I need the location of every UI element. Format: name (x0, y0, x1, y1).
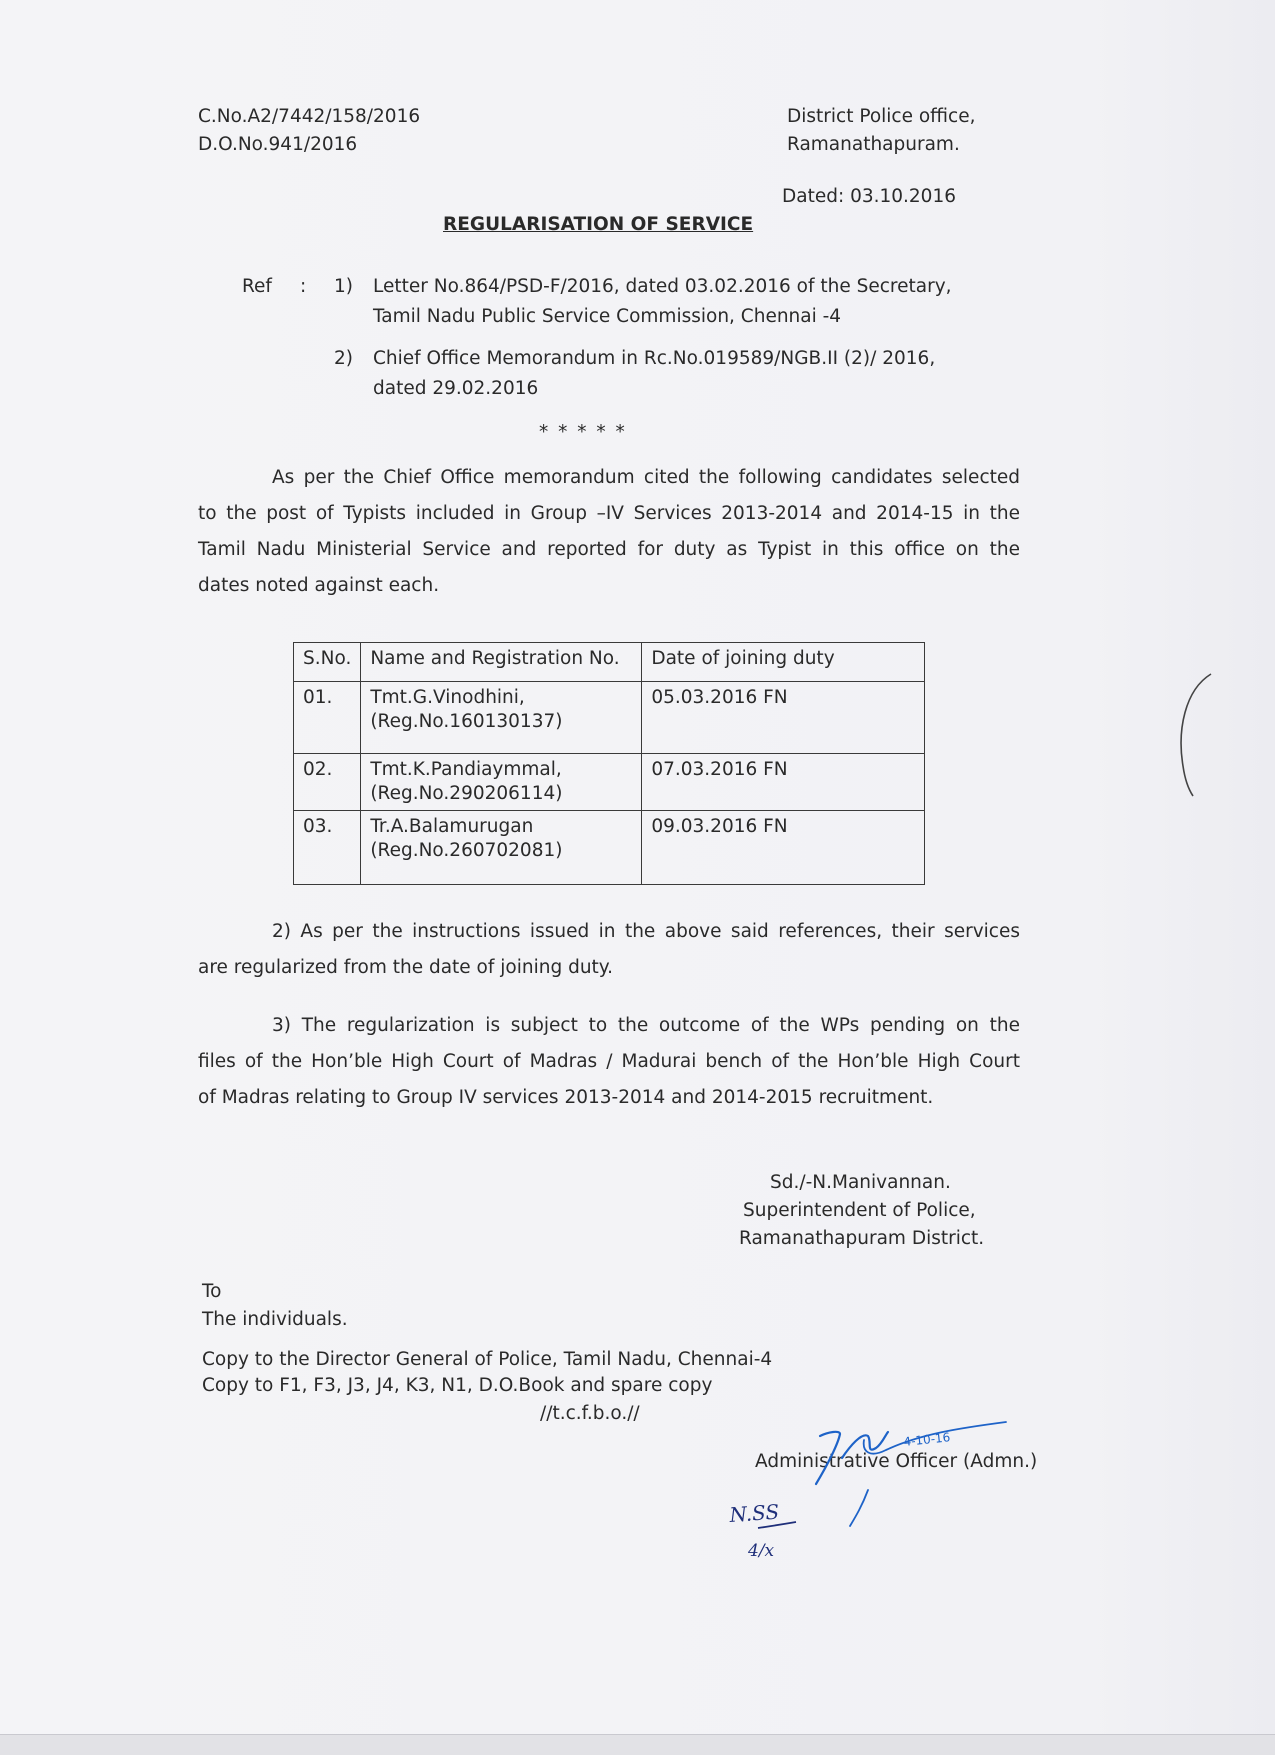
joining-table (293, 642, 925, 885)
signature-date: 4-10-16 (902, 1430, 951, 1449)
cell-name (361, 754, 642, 811)
signatory-designation: Superintendent of Police, (743, 1200, 976, 1221)
table-row (294, 754, 925, 811)
ref-colon: : (300, 276, 307, 297)
cell-sno: 02. (294, 754, 361, 811)
copy-line-1: Copy to the Director General of Police, Tamil Nadu, Chennai-4 (202, 1349, 773, 1370)
paragraph-3-line: of Madras relating to Group IV services 2013-2014 and 2014-2015 recruitment. (198, 1087, 934, 1108)
registration-number: (Reg.No.290206114) (370, 783, 563, 804)
handwritten-initials (720, 1486, 830, 1576)
signatory-name: Sd./-N.Manivannan. (770, 1172, 951, 1193)
signatory-district: Ramanathapuram District. (739, 1228, 985, 1249)
column-header-date: Date of joining duty (642, 643, 925, 682)
ref-1-line-1: Letter No.864/PSD-F/2016, dated 03.02.2016 of the Secretary, (373, 276, 952, 297)
cell-date: 07.03.2016 FN (642, 754, 925, 811)
margin-mark (1175, 670, 1215, 800)
office-place: Ramanathapuram. (787, 134, 960, 155)
paragraph-1 (198, 460, 1020, 604)
paragraph-2-line: are regularized from the date of joining duty. (198, 957, 613, 978)
initials-date: 4/x (748, 1541, 775, 1561)
registration-number: (Reg.No.260702081) (370, 840, 563, 861)
ref-label: Ref (242, 276, 272, 297)
ref-2-line-1: Chief Office Memorandum in Rc.No.019589/NGB.II (2)/ 2016, (373, 348, 936, 369)
issue-date: Dated: 03.10.2016 (782, 186, 956, 207)
to-label: To (202, 1281, 222, 1302)
table-row (294, 682, 925, 754)
paragraph-1-line: Tamil Nadu Ministerial Service and reported for duty as Typist in this office on the (198, 539, 1020, 560)
recipient: The individuals. (202, 1309, 348, 1330)
administrative-officer: Administrative Officer (Admn.) (755, 1451, 1038, 1472)
cell-date: 05.03.2016 FN (642, 682, 925, 754)
ref-number-1: 1) (334, 276, 353, 297)
copy-line-2: Copy to F1, F3, J3, J4, K3, N1, D.O.Book and spare copy (202, 1375, 713, 1396)
candidate-name: Tmt.G.Vinodhini, (370, 687, 525, 708)
scan-bottom-edge (0, 1734, 1275, 1755)
table-row (294, 811, 925, 885)
cell-sno: 03. (294, 811, 361, 885)
cell-name (361, 811, 642, 885)
document-title: REGULARISATION OF SERVICE (443, 214, 754, 235)
table-header-row (294, 643, 925, 682)
do-number: D.O.No.941/2016 (198, 134, 358, 155)
cell-name (361, 682, 642, 754)
paragraph-2 (198, 914, 1020, 986)
cell-date: 09.03.2016 FN (642, 811, 925, 885)
paragraph-1-line: dates noted against each. (198, 575, 440, 596)
paragraph-1-line: to the post of Typists included in Group –IV Services 2013-2014 and 2014-15 in the (198, 503, 1020, 524)
file-number: C.No.A2/7442/158/2016 (198, 106, 421, 127)
candidate-name: Tmt.K.Pandiaymmal, (370, 759, 562, 780)
section-separator: * * * * * (539, 422, 627, 443)
paragraph-3-line: files of the Hon’ble High Court of Madras / Madurai bench of the Hon’ble High Court (198, 1051, 1020, 1072)
office-name: District Police office, (787, 106, 976, 127)
paragraph-1-line: As per the Chief Office memorandum cited the following candidates selected (272, 467, 1020, 488)
copy-line-3: //t.c.f.b.o.// (540, 1403, 640, 1424)
candidate-name: Tr.A.Balamurugan (370, 816, 534, 837)
ref-2-line-2: dated 29.02.2016 (373, 378, 539, 399)
paragraph-2-line: 2) As per the instructions issued in the above said references, their services (272, 921, 1020, 942)
ref-number-2: 2) (334, 348, 353, 369)
registration-number: (Reg.No.160130137) (370, 711, 563, 732)
paragraph-3-line: 3) The regularization is subject to the outcome of the WPs pending on the (272, 1015, 1020, 1036)
ref-1-line-2: Tamil Nadu Public Service Commission, Chennai -4 (373, 306, 842, 327)
initials-text: N.SS (728, 1499, 780, 1527)
cell-sno: 01. (294, 682, 361, 754)
paragraph-3 (198, 1008, 1020, 1116)
column-header-name: Name and Registration No. (361, 643, 642, 682)
column-header-sno: S.No. (294, 643, 361, 682)
